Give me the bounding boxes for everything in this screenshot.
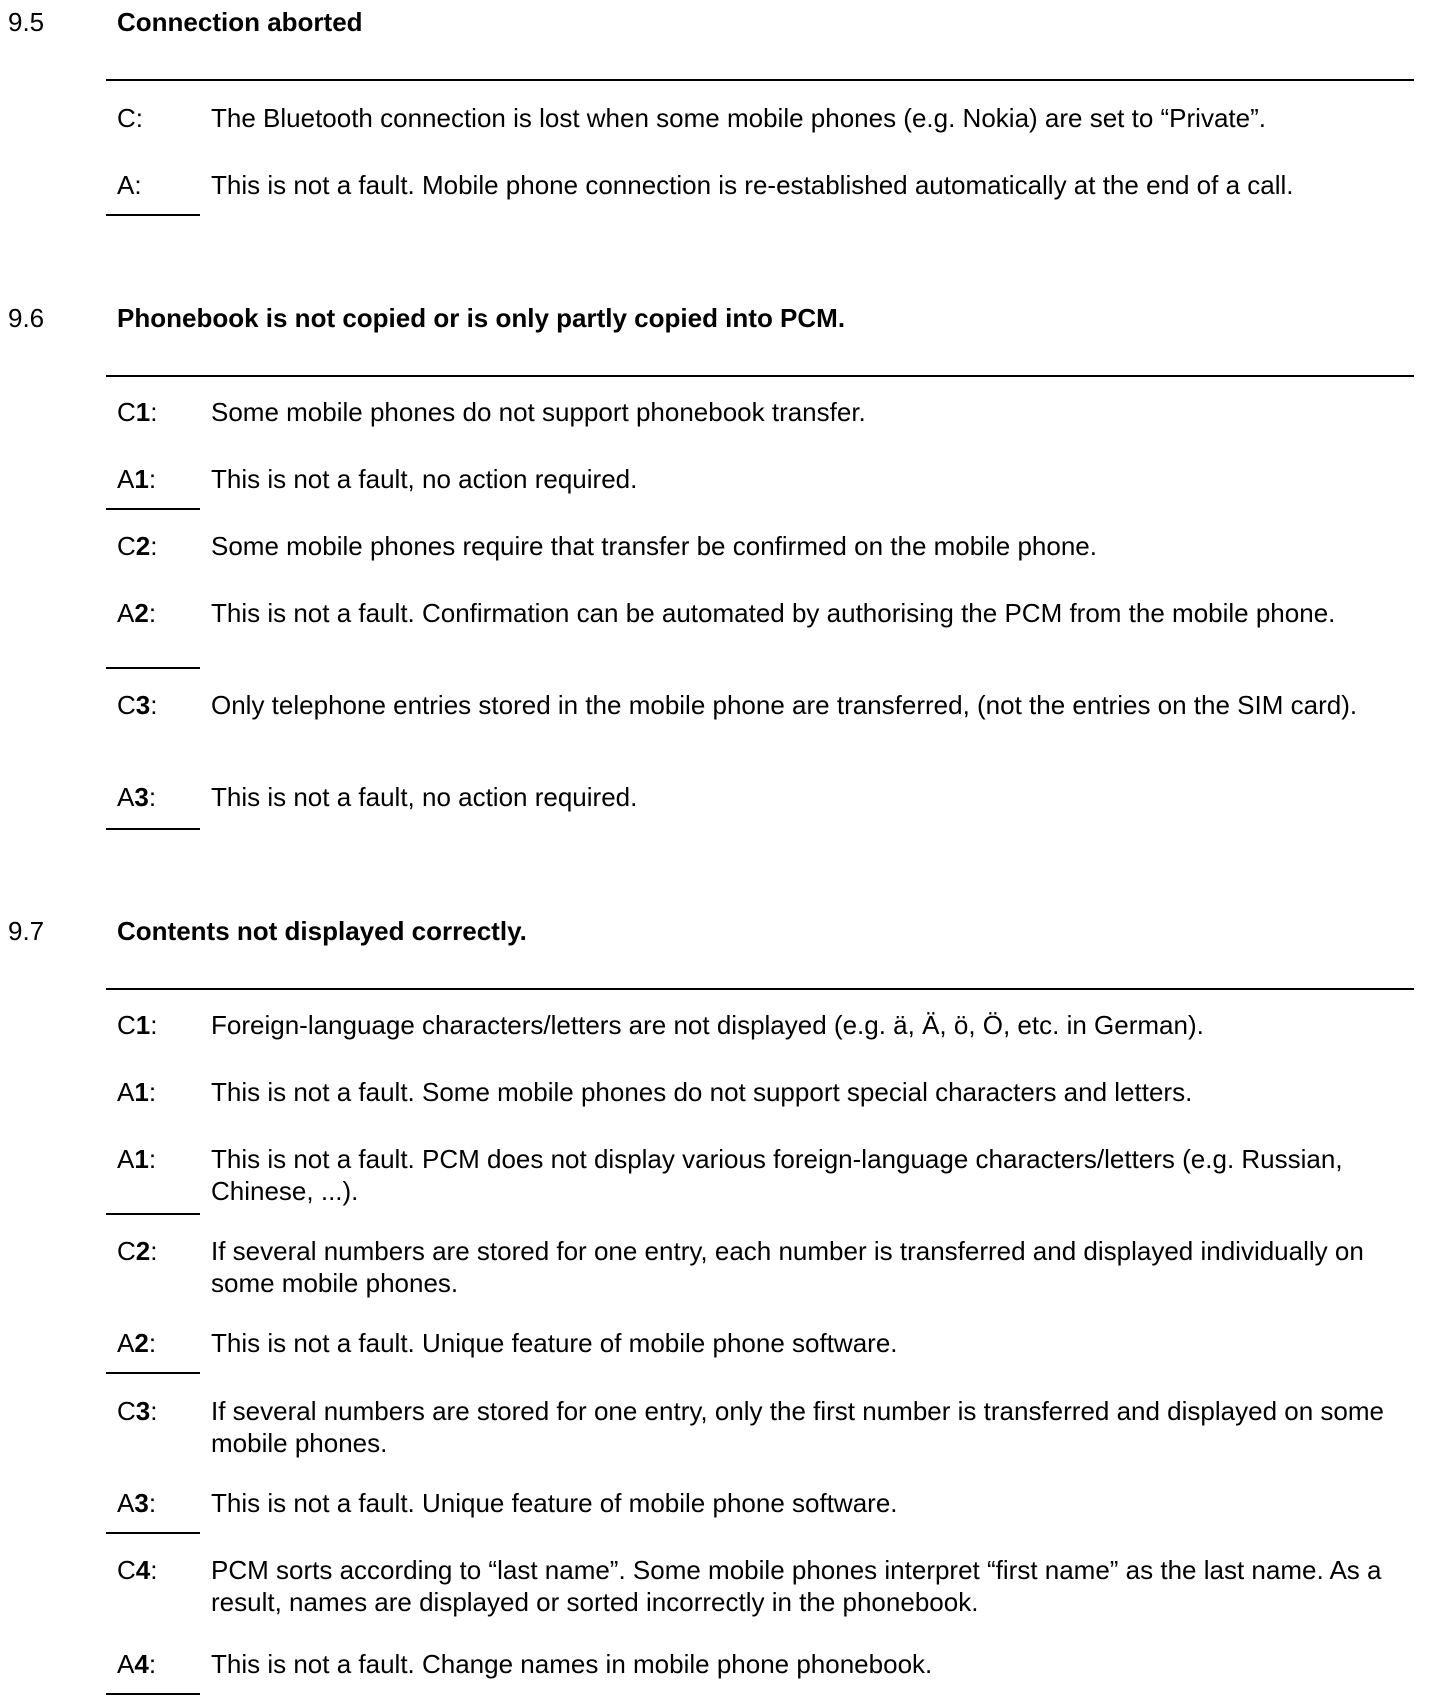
entry-text: This is not a fault. Mobile phone connection is re-established automatically at the end of a call. [211,170,1294,200]
entry-rule [106,667,200,669]
entry-text: This is not a fault. Some mobile phones do not support special characters and letters. [211,1077,1193,1107]
entry-label: A1: [117,464,157,494]
entry-label: A2: [117,598,157,628]
entry-label: C4: [117,1555,158,1585]
section-title: Connection aborted [117,7,363,37]
section-rule [106,79,1414,81]
entry-text: Some mobile phones require that transfer be confirmed on the mobile phone. [211,531,1097,561]
entry-label: C2: [117,1236,158,1266]
entry-label: A: [117,170,142,200]
section-title: Contents not displayed correctly. [117,916,527,946]
entry-text: This is not a fault, no action required. [211,782,638,812]
entry-rule [106,828,200,830]
entry-rule [106,1372,200,1374]
entry-rule [106,508,200,510]
entry-label: C1: [117,397,158,427]
entry-text: Foreign-language characters/letters are not displayed (e.g. ä, Ä, ö, Ö, etc. in German). [211,1010,1204,1040]
entry-label: C: [117,103,144,133]
entry-text: Some mobile phones do not support phonebook transfer. [211,397,866,427]
entry-label: A4: [117,1649,157,1679]
section-rule [106,375,1414,377]
entry-text: Only telephone entries stored in the mobile phone are transferred, (not the entries on the SIM card). [211,690,1358,720]
section-number: 9.5 [8,7,45,37]
section-number: 9.6 [8,303,45,333]
entry-text: This is not a fault. Confirmation can be automated by authorising the PCM from the mobile phone. [211,598,1336,628]
entry-label: C3: [117,690,158,720]
entry-label: A3: [117,782,157,812]
entry-text: The Bluetooth connection is lost when some mobile phones (e.g. Nokia) are set to “Private”. [211,103,1266,133]
section-title: Phonebook is not copied or is only partly copied into PCM. [117,303,846,333]
entry-text: This is not a fault, no action required. [211,464,638,494]
entry-label: A1: [117,1144,157,1174]
entry-text: This is not a fault. Unique feature of mobile phone software. [211,1488,898,1518]
entry-label: C3: [117,1396,158,1426]
entry-rule [106,1532,200,1534]
entry-text: If several numbers are stored for one entry, each number is transferred and displayed individually on some mobile phones. [211,1236,1364,1298]
entry-text: This is not a fault. Unique feature of mobile phone software. [211,1328,898,1358]
entry-text: This is not a fault. PCM does not display various foreign-language characters/letters (e.g. Russian, Chinese, ...). [211,1144,1343,1206]
entry-label: C1: [117,1010,158,1040]
entry-label: C2: [117,531,158,561]
entry-text: This is not a fault. Change names in mobile phone phonebook. [211,1649,933,1679]
entry-text: PCM sorts according to “last name”. Some mobile phones interpret “first name” as the last name. As a result, names are displayed or sorted incorrectly in the phonebook. [211,1555,1382,1617]
entry-label: A1: [117,1077,157,1107]
entry-rule [106,214,200,216]
entry-label: A3: [117,1488,157,1518]
section-number: 9.7 [8,916,45,946]
section-rule [106,988,1414,990]
entry-text: If several numbers are stored for one entry, only the first number is transferred and displayed on some mobile phones. [211,1396,1384,1458]
entry-label: A2: [117,1328,157,1358]
entry-rule [106,1693,200,1695]
entry-rule [106,1213,200,1215]
